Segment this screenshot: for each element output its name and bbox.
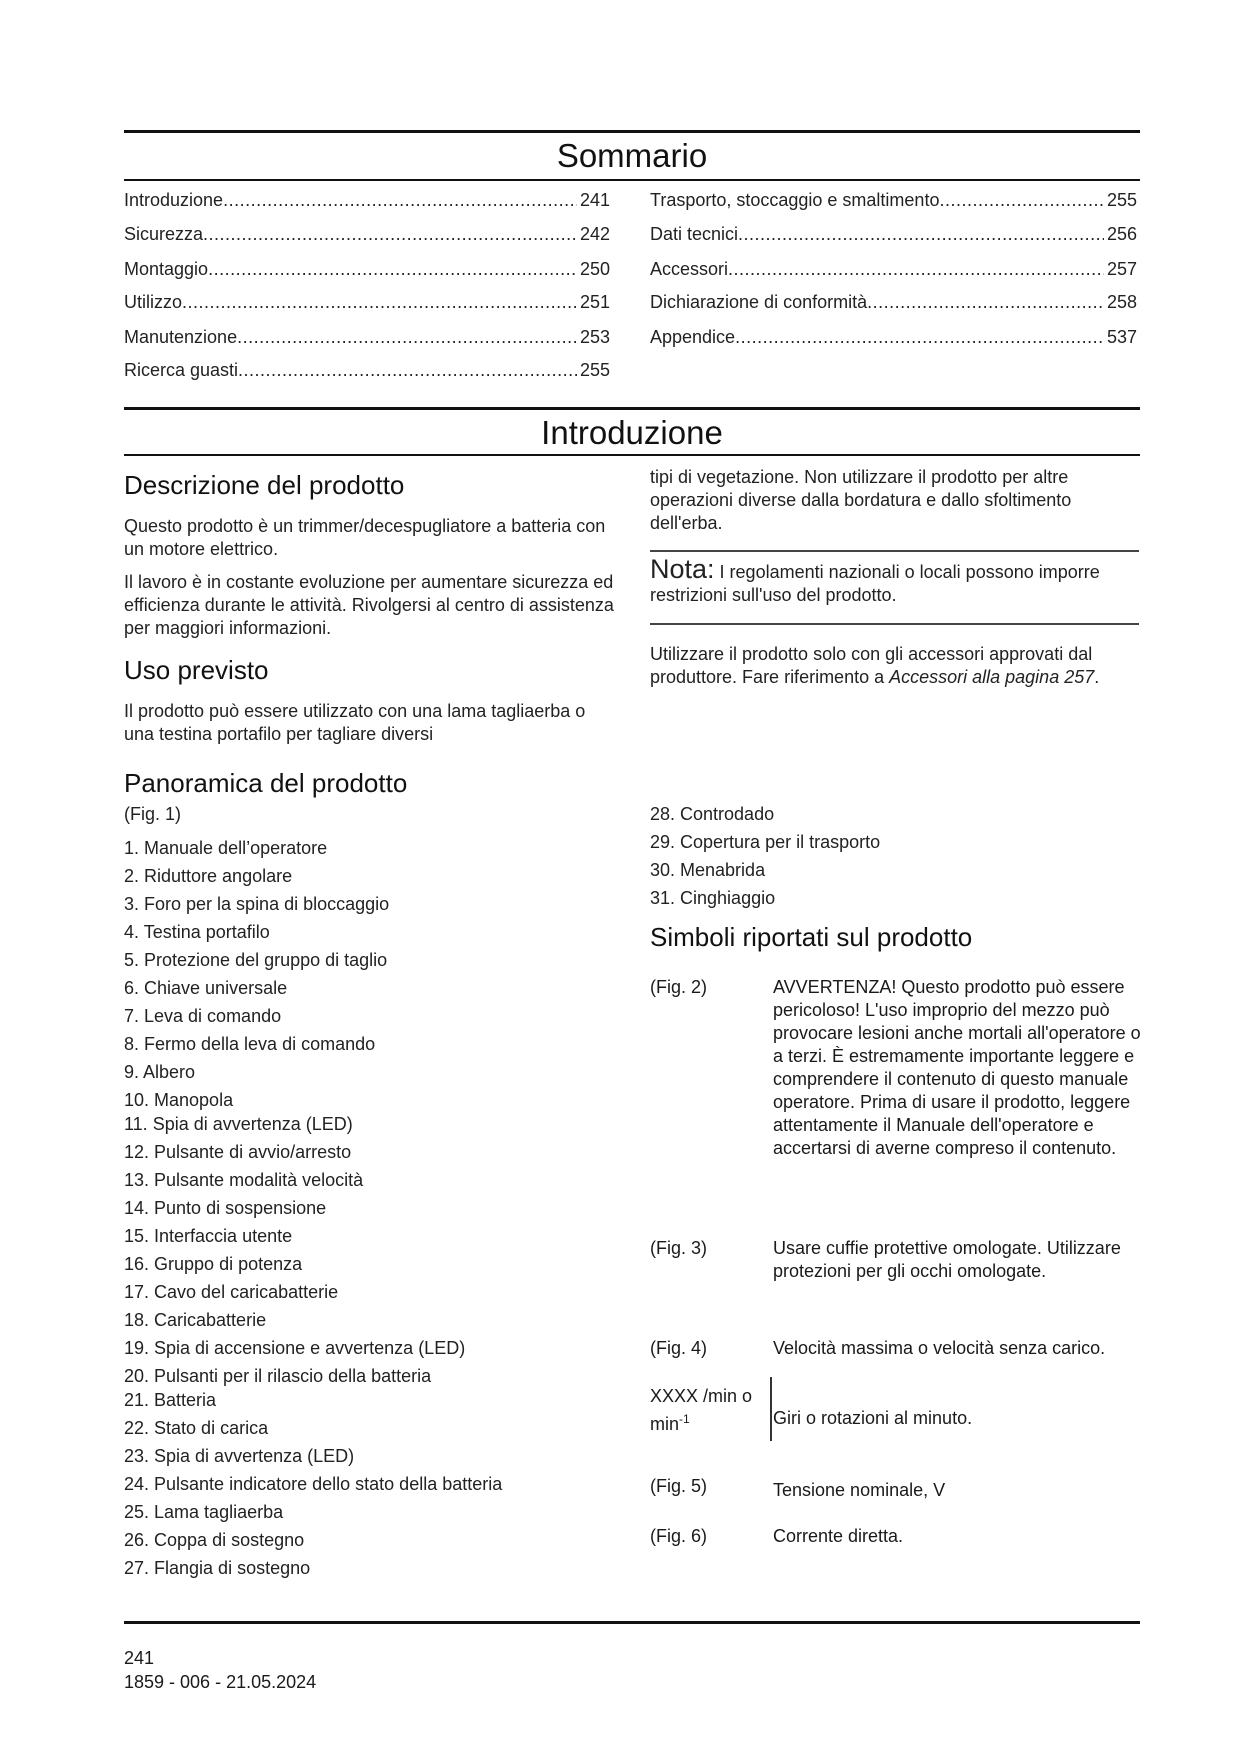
symbol-rpm-ref: XXXX /min o $\min^{-1}$ [650, 1386, 753, 1434]
symbol-fig-ref: (Fig. 6) [650, 1526, 708, 1546]
symbol-fig-ref: (Fig. 4) [650, 1338, 708, 1358]
document-code: 1859 - 006 - 21.05.2024 [124, 1672, 317, 1692]
symbol-fig-ref: (Fig. 3) [650, 1238, 708, 1258]
panoramica-list-continued [650, 804, 1140, 914]
list-item: 25. Lama tagliaerba [124, 1502, 284, 1522]
toc-entry[interactable]: Utilizzo ..... 251 [124, 292, 610, 313]
list-item: 2. Riduttore angolare [124, 866, 293, 886]
panoramica-heading: Panoramica del prodotto [124, 768, 408, 798]
list-item: 19. Spia di accensione e avvertenza (LED) [124, 1338, 466, 1358]
symbol-description: Corrente diretta. [773, 1526, 904, 1546]
list-item: 7. Leva di comando [124, 1006, 282, 1026]
symbol-description: Usare cuffie protettive omologate. Utilizzare protezioni per gli occhi omologate. [773, 1238, 1121, 1281]
list-item: 12. Pulsante di avvio/arresto [124, 1142, 352, 1162]
list-item: 15. Interfaccia utente [124, 1226, 293, 1246]
symbol-description: Velocità massima o velocità senza carico. [773, 1338, 1106, 1358]
list-item: 8. Fermo della leva di comando [124, 1034, 376, 1054]
uso-previsto-heading: Uso previsto [124, 655, 269, 685]
note-bottom-rule [650, 623, 1139, 625]
list-item: 11. Spia di avvertenza (LED) [124, 1114, 353, 1134]
list-item: 23. Spia di avvertenza (LED) [124, 1446, 355, 1466]
list-item: 18. Caricabatterie [124, 1310, 267, 1330]
toc-entry[interactable]: Dati tecnici ..... 256 [650, 224, 1137, 245]
fig-1-ref: (Fig. 1) [124, 804, 182, 824]
uso-previsto-continuation: tipi di vegetazione. Non utilizzare il prodotto per altre operazioni diverse dalla bordatura e dallo sfoltimento dell'erba. [650, 467, 1072, 533]
toc-entry[interactable]: Montaggio ..... 250 [124, 259, 610, 280]
intro-title-band [124, 407, 1140, 456]
toc-entry[interactable]: Sicurezza ..... 242 [124, 224, 610, 245]
accessori-paragraph: Utilizzare il prodotto solo con gli accessori approvati dal produttore. Fare riferimento a Accessori alla pagina 257. [650, 644, 1100, 687]
panoramica-section [124, 768, 624, 1578]
page-number: 241 [124, 1648, 155, 1668]
list-item: 28. Controdado [650, 804, 775, 824]
simboli-heading: Simboli riportati sul prodotto [650, 922, 973, 952]
note-label: Nota: [650, 554, 715, 584]
symbol-description: Giri o rotazioni al minuto. [773, 1408, 973, 1428]
toc-entry[interactable]: Introduzione ..... 241 [124, 190, 610, 211]
list-item: 13. Pulsante modalità velocità [124, 1170, 364, 1190]
list-item: 9. Albero [124, 1062, 196, 1082]
toc-title: Sommario [556, 137, 708, 174]
list-item: 30. Menabrida [650, 860, 766, 880]
toc-entry[interactable]: Dichiarazione di conformità ..... 258 [650, 292, 1137, 313]
page-footer [124, 1621, 1140, 1692]
descrizione-paragraph-2: Il lavoro è in costante evoluzione per aumentare sicurezza ed efficienza durante le attività. Rivolgersi al centro di assistenza per maggiori informazioni. [124, 572, 614, 638]
accessori-link[interactable]: Accessori alla pagina 257 [889, 667, 1095, 687]
intro-title: Introduzione [541, 414, 723, 451]
note-text: I regolamenti nazionali o locali possono imporre restrizioni sull'uso del prodotto. [650, 562, 1100, 605]
descrizione-heading: Descrizione del prodotto [124, 470, 405, 500]
list-item: 4. Testina portafilo [124, 922, 270, 942]
list-item: 24. Pulsante indicatore dello stato della batteria [124, 1474, 503, 1494]
toc-entry[interactable]: Appendice ..... 537 [650, 327, 1137, 348]
symbol-description: AVVERTENZA! Questo prodotto può essere pericoloso! L'uso improprio del mezzo può provocare lesioni anche mortali all'operatore o a terzi. È estremamente importante leggere e comprendere il contenuto di questo manuale operatore. Prima di usare il prodotto, leggere attentamente il Manuale dell'operatore e accertarsi di averne compreso il contenuto. [773, 977, 1141, 1158]
toc-entry[interactable]: Manutenzione ..... 253 [124, 327, 610, 348]
list-item: 6. Chiave universale [124, 978, 288, 998]
list-item: 17. Cavo del caricabatterie [124, 1282, 339, 1302]
list-item: 10. Manopola [124, 1090, 234, 1110]
list-item: 21. Batteria [124, 1390, 217, 1410]
toc-title-band [124, 130, 1140, 181]
list-item: 29. Copertura per il trasporto [650, 832, 881, 852]
symbol-divider [770, 1377, 772, 1441]
list-item: 1. Manuale dell’operatore [124, 838, 328, 858]
toc-entry[interactable]: Accessori ..... 257 [650, 259, 1137, 280]
toc-entry[interactable]: Trasporto, stoccaggio e smaltimento ..... 255 [650, 190, 1137, 211]
note-top-rule [650, 550, 1139, 552]
note-block [650, 554, 1140, 607]
symbol-fig-ref: (Fig. 5) [650, 1476, 708, 1496]
list-item: 26. Coppa di sostegno [124, 1530, 305, 1550]
list-item: 14. Punto di sospensione [124, 1198, 327, 1218]
list-item: 3. Foro per la spina di bloccaggio [124, 894, 390, 914]
list-item: 27. Flangia di sostegno [124, 1558, 311, 1578]
symbol-fig-ref: (Fig. 2) [650, 977, 708, 997]
descrizione-paragraph-1: Questo prodotto è un trimmer/decespugliatore a batteria con un motore elettrico. [124, 516, 606, 559]
list-item: 16. Gruppo di potenza [124, 1254, 303, 1274]
list-item: 22. Stato di carica [124, 1418, 269, 1438]
list-item: 5. Protezione del gruppo di taglio [124, 950, 388, 970]
toc-entry[interactable]: Ricerca guasti ..... 255 [124, 360, 610, 381]
symbol-description: Tensione nominale, V [773, 1480, 946, 1500]
list-item: 31. Cinghiaggio [650, 888, 776, 908]
list-item: 20. Pulsanti per il rilascio della batteria [124, 1366, 432, 1386]
uso-previsto-paragraph: Il prodotto può essere utilizzato con una lama tagliaerba o una testina portafilo per tagliare diversi [124, 701, 586, 744]
